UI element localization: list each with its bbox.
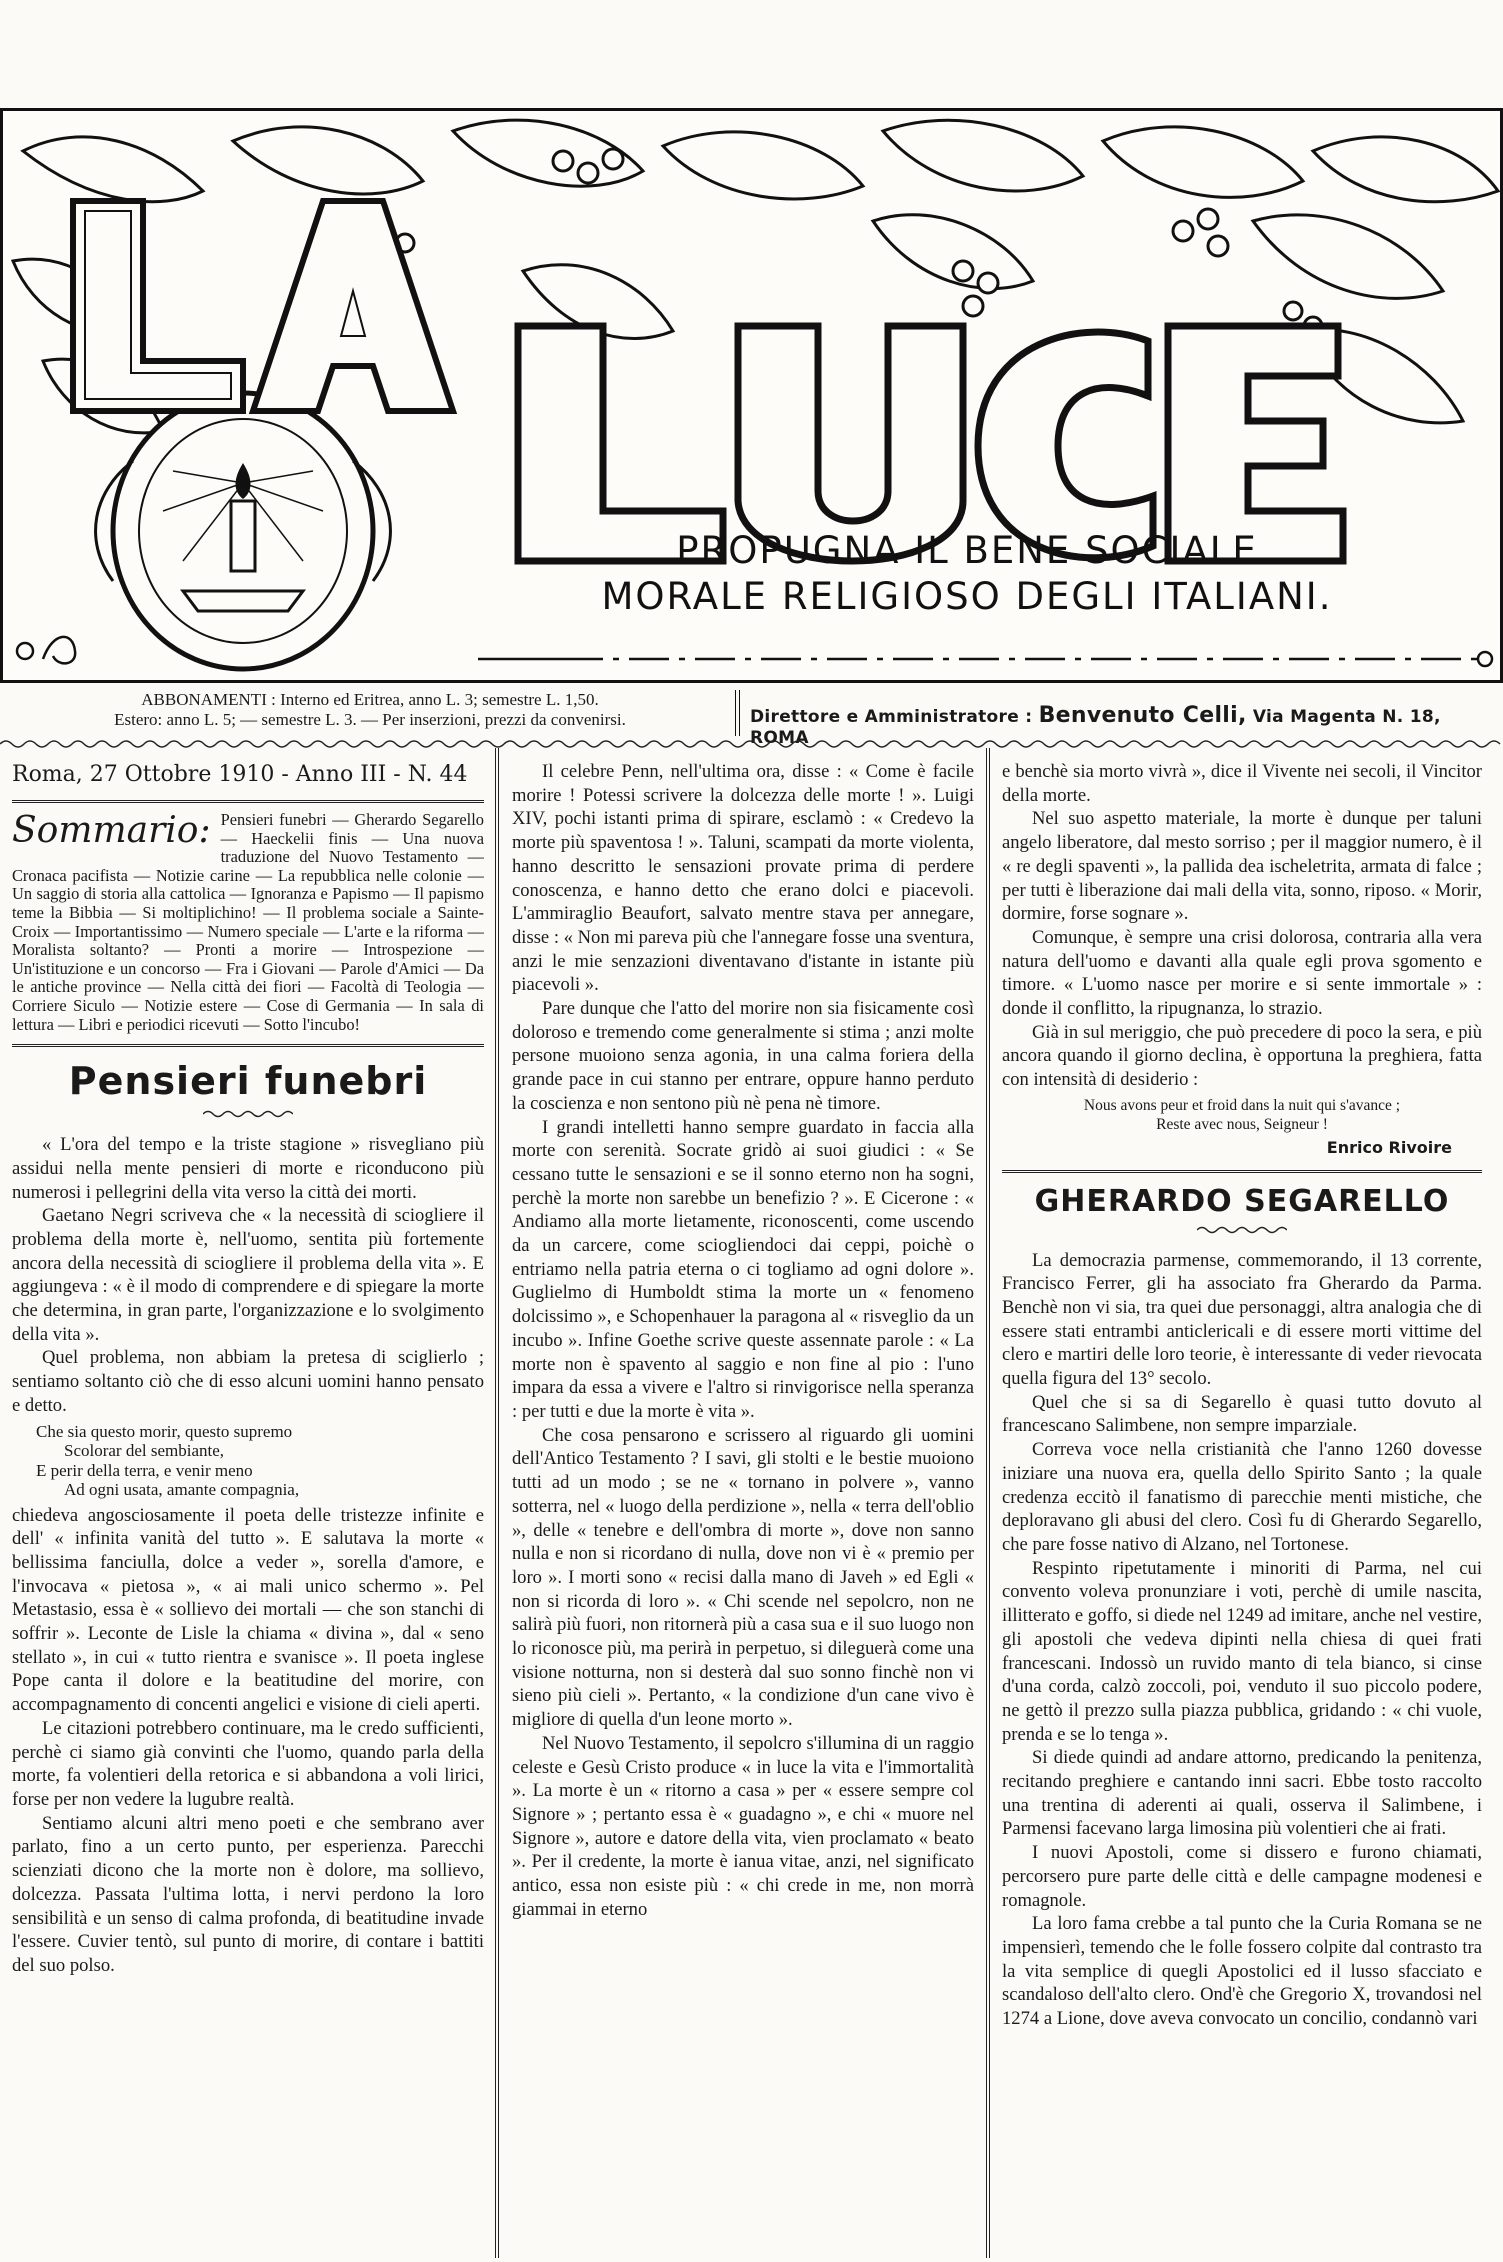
- verse-line: Scolorar del sembiante,: [64, 1441, 225, 1461]
- paragraph: Nel Nuovo Testamento, il sepolcro s'illumina di un raggio celeste e Gesù Cristo produce « in luce la vita e l'immortalità ». La morte è un « ritorno a casa » per « essere sempre col Signore » ; pertanto essa è « guadagno », e chi « muore nel Signore », autore e datore della vita, vien proclamato « beato ». Per il credente, la morte è ianua vitae, anzi, nel significato antico, essa non esiste più : « chi crede in me, non morrà giammai in eterno: [512, 1732, 974, 1920]
- paragraph: Comunque, è sempre una crisi dolorosa, contraria alla vera natura dell'uomo e davanti alla quale egli prova sgomento e timore. « L'uomo nasce per morire e si sente immortale » : donde il conflitto, la ripugnanza, lo strazio.: [1002, 926, 1482, 1020]
- paragraph: chiedeva angosciosamente il poeta delle tristezze infinite e dell' « infinita vanità del tutto ». E salutava la morte « bellissima fanciulla, dolce a veder », sorella d'amore, e l'invocava « pietosa », « ai mali unico schermo ». Pel Metastasio, essa è « sollievo dei mortali — che son stanchi di soffrir ». Leconte de Lisle la chiama « divina », dal « seno stellato », in cui « tutto rientra e svanisce ». Il poeta inglese Pope canta il dolore e la beatitudine del morire, con accompagnamento di concenti angelici e visione di cieli aperti.: [12, 1504, 484, 1716]
- paragraph: I grandi intelletti hanno sempre guardato in faccia alla morte con serenità. Socrate gridò ai suoi giudici : « Se cessano tutte le sensazioni e se il sonno eterno non ha sogni, perchè la morte non sarebbe un benefizio ? ». E Cicerone : « Andiamo alla morte lietamente, riconoscenti, come uscendo da un carcere, come sciogliendoci dai ceppi, poichè o entriamo nella patria eterna o ci togliamo ad ogni dolore ». Guglielmo di Humboldt stima la morte un « fenomeno dolcissimo », e Schopenhauer la paragona al « risveglio da un incubo ». Infine Goethe scrive queste assennate parole : « La morte non è spavento al saggio e non fine al pio : l'uno impara da essa a vivere e l'altro si rinvigorisce nella speranza : per tutti e due la morte è vita ».: [512, 1116, 974, 1422]
- column-rule: [495, 748, 499, 2258]
- signature: Enrico Rivoire: [1326, 1137, 1452, 1157]
- sommario-text: Pensieri funebri — Gherardo Segarello — Haeckelii finis — Una nuova traduzione del Nuovo Testamento — Cronaca pacifista — Notizie carine — La repubblica nelle colonie — Un saggio di storia alla cattolica — Ignoranza e Papismo — Il papismo teme la Bibbia — Si moltiplichino! — Il problema sociale a Sainte-Croix — Importantissimo — Numero speciale — L'arte e la riforma — Moralista soltanto? — Pronti a morire — Introspezione — Un'istituzione e un concorso — Fra i Giovani — Parole d'Amici — Da le antiche province — Nella città dei fiori — Facoltà di Teologia — Corriere Siculo — Notizie estere — Cose di Germania — In sala di lettura — Libri e periodici ricevuti — Sotto l'incubo!: [12, 810, 484, 1034]
- sommario: [12, 811, 484, 1034]
- wavy-divider: [0, 738, 1503, 750]
- article-title: GHERARDO SEGARELLO: [1034, 1183, 1450, 1219]
- rule: [1002, 1170, 1482, 1173]
- paragraph: Quel problema, non abbiam la pretesa di sciglierlo ; sentiamo soltanto ciò che di esso alcuni uomini hanno pensato e detto.: [12, 1347, 484, 1416]
- tagline-line-1: PROPUGNA IL BENE SOCIALE: [676, 529, 1258, 572]
- paragraph: Nel suo aspetto materiale, la morte è dunque per taluni angelo liberatore, dal mesto sorriso ; per il maggior numero, è il « re degli spaventi », la pallida dea ischeletrita, armata di falce ; per tutti è liberazione dai mali della vita, sonno, riposo. « Morir, dormire, forse sognare ».: [1002, 808, 1482, 925]
- paragraph: Che cosa pensarono e scrissero al riguardo gli uomini dell'Antico Testamento ? I savi, gli stolti e le bestie muoiono tutti ad un modo ; se ne « tornano in polvere », vanno sotterra, nel « luogo della perdizione », nella « terra dell'oblio », delle « tenebre e dell'ombra di morte », dove non sanno nulla e non si ricordano di nulla, dove non vi è « premio per loro ». I morti sono « recisi dalla mano di Javeh » ed Egli « non si ricorda di loro ». « Chi scende nel sepolcro, non ne salirà più fuori, non ritornerà più a casa sua e il suo luogo non lo riconosce più, ma perirà in perpetuo, si dileguerà come una visione notturna, non si desterà dal suo sonno finchè non vi sieno più cieli ». Pertanto, « la condizione d'un cane vivo è migliore di quella d'un leone morto ».: [512, 1424, 974, 1731]
- title-ornament: [1197, 1225, 1287, 1235]
- paragraph: e benchè sia morto vivrà », dice il Vivente nei secoli, il Vincitor della morte.: [1002, 761, 1482, 806]
- subscription-info: [20, 690, 720, 730]
- tagline-line-2: MORALE RELIGIOSO DEGLI ITALIANI.: [601, 575, 1333, 618]
- director-name: Benvenuto Celli,: [1038, 703, 1247, 728]
- paragraph: Correva voce nella cristianità che l'anno 1260 dovesse iniziare una nuova era, quella dello Spirito Santo ; la quale credenza eccitò il fanatismo di parecchie menti mistiche, che deploravano gli abusi del clero. Così fu di Gherardo Segarello, che pare fosse nativo di Alzano, nel Tortonese.: [1002, 1439, 1482, 1555]
- paragraph: Le citazioni potrebbero continuare, ma le credo sufficienti, perchè ci siamo già convinti che l'uomo, quando parla della morte, fa volentieri della retorica e si abbandona a voli lirici, forse per non vedere la lugubre realtà.: [12, 1717, 484, 1810]
- paragraph: Si diede quindi ad andare attorno, predicando la penitenza, recitando preghiere e cantando inni sacri. Ebbe tosto raccolto una trentina di aderenti ai quali, osserva il Salimbene, i Parmensi facevano larga limosina più volentieri che ai frati.: [1002, 1747, 1482, 1840]
- director-address: Via Magenta N. 18, ROMA: [750, 707, 1441, 748]
- quotation-line: Reste avec nous, Seigneur !: [1156, 1115, 1328, 1133]
- article-title: Pensieri funebri: [68, 1059, 428, 1104]
- subscription-bar: [0, 690, 1503, 748]
- paragraph: Sentiamo alcuni altri meno poeti e che sembrano aver parlato, fino a un certo punto, per esperienza. Parecchi scienziati dicono che la morte non è dolore, ma sollievo, dolcezza. Passata l'ultima lotta, i nervi perdono la loro sensibilità e un senso di calma profonda, di beatitudine invade l'essere. Cuvier tentò, sul punto di morire, di contare i battiti del suo polso.: [12, 1812, 484, 1976]
- masthead: [0, 108, 1503, 683]
- verse-line: E perir della terra, e venir meno: [36, 1460, 253, 1480]
- subscription-line-1: ABBONAMENTI : Interno ed Eritrea, anno L. 3; semestre L. 1,50.: [141, 690, 599, 709]
- emblem: [113, 393, 373, 669]
- paragraph: Pare dunque che l'atto del morire non sia fisicamente così doloroso e tremendo come generalmente si stima ; anzi molte persone muoiono senza agonia, in una calma foriera della grande pace in cui stanno per entrare, oppure hanno perduto la coscienza e non sentono più nè pena nè timore.: [512, 998, 974, 1114]
- verse: [36, 1422, 484, 1500]
- quotation: [1002, 1096, 1482, 1134]
- title-ornament: [203, 1109, 293, 1119]
- paragraph: I nuovi Apostoli, come si dissero e furono chiamati, percorsero pure parte delle città e delle campagne modenesi e romagnole.: [1002, 1842, 1482, 1911]
- sommario-head: Sommario:: [12, 810, 211, 851]
- column-2: [512, 760, 974, 2260]
- subscription-line-2: Estero: anno L. 5; — semestre L. 3. — Per inserzioni, prezzi da convenirsi.: [114, 710, 626, 729]
- paragraph: Già in sul meriggio, che può precedere di poco la sera, e più ancora quando il giorno declina, è opportuna la preghiera, fatta con intensità di desiderio :: [1002, 1021, 1482, 1091]
- verse-line: Che sia questo morir, questo supremo: [36, 1421, 293, 1441]
- paragraph: Gaetano Negri scriveva che « la necessità di sciogliere il problema della morte è, nell'uomo, sentita più fortemente ancora della necessità di sciogliere il problema della vita ». E aggiungeva : « è il modo di comprendere e di spiegare la morte che determina, in gran parte, l'organizzazione e lo svolgimento della vita ».: [12, 1205, 484, 1345]
- divider: [735, 690, 740, 736]
- paragraph: Quel che si sa di Segarello è quasi tutto dovuto al francescano Salimbene, non sempre imparziale.: [1002, 1391, 1482, 1437]
- dateline: Roma, 27 Ottobre 1910 - Anno III - N. 44: [12, 762, 468, 787]
- quotation-line: Nous avons peur et froid dans la nuit qui s'avance ;: [1083, 1096, 1401, 1114]
- director-label: Direttore e Amministratore :: [750, 707, 1033, 727]
- column-1: [12, 760, 484, 2260]
- paragraph: Respinto ripetutamente i minoriti di Parma, nel cui convento voleva pronunziare i voti, perchè di umile nascita, illitterato e goffo, si diede nel 1249 ad imitare, anche nel vestire, gli apostoli che vedeva dipinti nella chiesa di quei frati francescani. Indossò un ruvido manto di tela bianco, si cinse d'una corda, calzò zoccoli, poi, venduto il suo piccolo podere, ne gettò il prezzo sulla piazza pubblica, gridando : « chi vuole, prenda e se lo tenga ».: [1002, 1557, 1482, 1745]
- rule: [12, 800, 484, 803]
- paragraph: « L'ora del tempo e la triste stagione » risvegliano più assidui nella mente pensieri di morte e riconducono più numerosi i pellegrini della vita verso la città dei morti.: [12, 1134, 484, 1203]
- rule: [12, 1044, 484, 1047]
- verse-line: Ad ogni usata, amante compagnia,: [64, 1480, 300, 1500]
- paragraph: La loro fama crebbe a tal punto che la Curia Romana se ne impensierì, temendo che le folle fossero colpite dal contrasto tra la vita semplice di quegli Apostolici ed il lusso sfacciato e scandaloso dell'alto clero. Ond'è che Gregorio X, trovandosi nel 1274 a Lione, dove aveva convocato un concilio, condannò vari: [1002, 1913, 1482, 2030]
- column-3: [1002, 760, 1482, 2260]
- column-rule: [986, 748, 990, 2258]
- paragraph: Il celebre Penn, nell'ultima ora, disse : « Come è facile morire ! Potessi scrivere la dolcezza delle morte ! ». Luigi XIV, pochi istanti prima di spirare, esclamò : « Credevo la morte più spaventosa ! ». Taluni, scampati da morte violenta, hanno descritto le sensazioni provate prima di perdere conoscenza, e hanno detto che erano dolci e piacevoli. L'ammiraglio Beaufort, salvato mentre stava per annegare, disse : « Non mi pareva più che l'annegare fosse una sventura, anzi le mie senzazioni diventavano d'istante in istante più piacevoli ».: [512, 761, 974, 996]
- paragraph: La democrazia parmense, commemorando, il 13 corrente, Francisco Ferrer, gli ha associato fra Gherardo da Parma. Benchè non vi sia, tra quei due personaggi, altra analogia che di essere stati entrambi anticlericali e di essere morti vittime del clero e martiri delle loro teorie, è interessante di veder rievocata quella figura del 13° secolo.: [1002, 1249, 1482, 1390]
